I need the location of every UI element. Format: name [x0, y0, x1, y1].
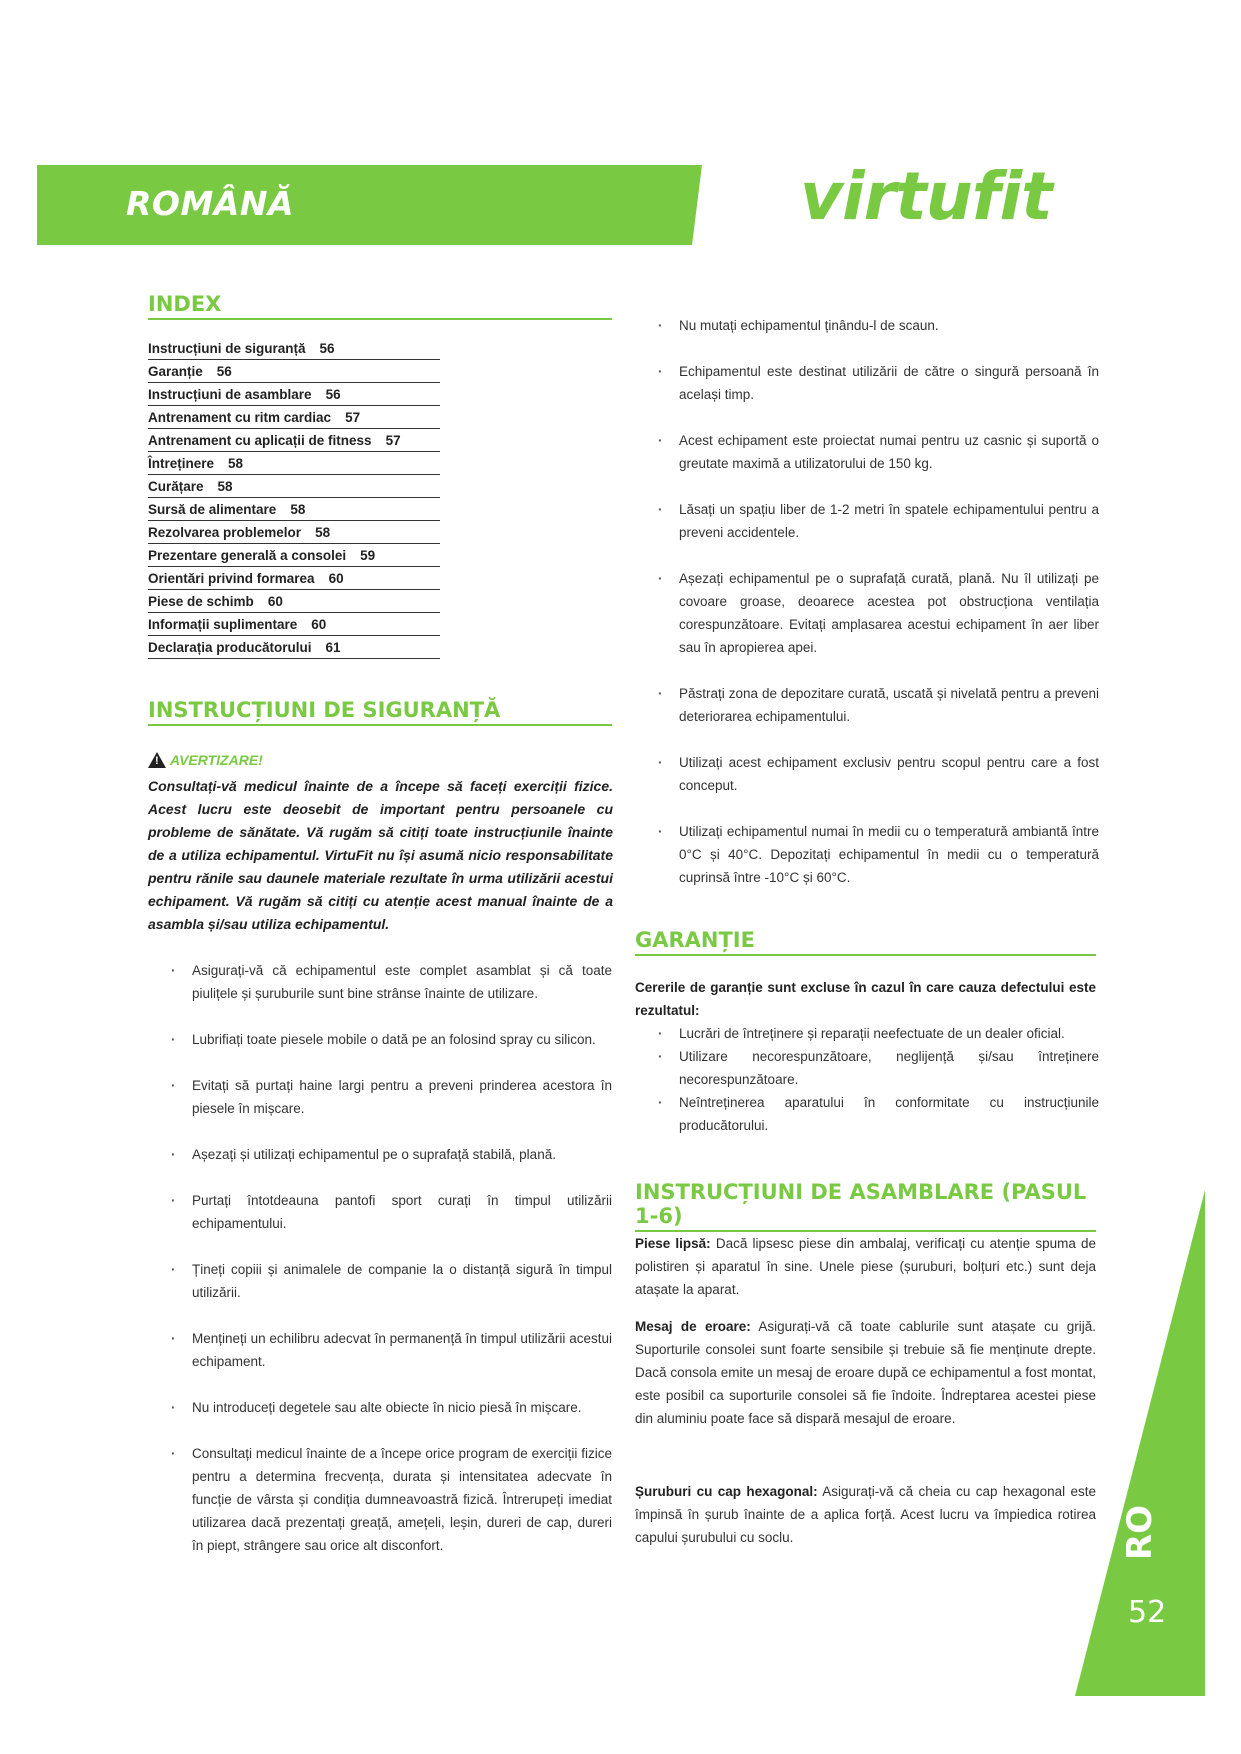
index-item-page: 56: [319, 341, 335, 356]
safety-bullet: · Țineți copiii și animalele de companie la o distanță sigură în timpul utilizării.: [170, 1258, 612, 1304]
index-item[interactable]: [148, 406, 440, 429]
index-item-page: 56: [216, 364, 232, 379]
safety-bullet: · Consultați medicul înainte de a începe orice program de exerciții fizice pentru a determina frecvența, durata și intensitatea adecvate în funcție de vârsta și condiția dumneavoastră fizică. Întrerupeți imediat utilizarea dacă prezentați greață, amețeli, leșin, dureri de cap, dureri în piept, strângere sau orice alt disconfort.: [170, 1442, 612, 1557]
assembly-title: INSTRUCȚIUNI DE ASAMBLARE (PASUL 1-6): [635, 1180, 1096, 1232]
index-item[interactable]: [148, 429, 440, 452]
index-item-label: Antrenament cu aplicații de fitness: [148, 433, 372, 448]
assembly-paragraph-label: Mesaj de eroare:: [635, 1319, 751, 1334]
warning-heading: [148, 752, 263, 768]
index-item[interactable]: [148, 498, 440, 521]
index-list: [148, 337, 440, 659]
safety-bullet: · Nu introduceți degetele sau alte obiecte în nicio piesă în mișcare.: [170, 1396, 612, 1419]
index-item[interactable]: [148, 475, 440, 498]
index-item-page: 58: [217, 479, 233, 494]
index-item-label: Garanție: [148, 364, 203, 379]
virtufit-logo: virtufit: [800, 158, 1052, 235]
safety-bullet: · Asigurați-vă că echipamentul este complet asamblat și că toate piulițele și șuruburile sunt bine strânse înainte de utilizare.: [170, 959, 612, 1005]
index-item-label: Rezolvarea problemelor: [148, 525, 302, 540]
assembly-paragraph: [635, 1315, 1096, 1430]
warning-triangle-icon: !: [148, 752, 166, 768]
index-item-page: 58: [315, 525, 331, 540]
index-item-page: 56: [325, 387, 341, 402]
index-item-label: Instrucțiuni de siguranță: [148, 341, 306, 356]
index-item[interactable]: [148, 521, 440, 544]
assembly-paragraph: [635, 1232, 1096, 1301]
index-item-label: Întreținere: [148, 456, 215, 471]
index-item-label: Prezentare generală a consolei: [148, 548, 347, 563]
safety-title: INSTRUCȚIUNI DE SIGURANȚĂ: [148, 698, 612, 726]
page-number: 52: [1128, 1595, 1167, 1630]
safety-bullet: · Lăsați un spațiu liber de 1-2 metri în spatele echipamentului pentru a preveni accidentele.: [657, 498, 1099, 544]
index-item[interactable]: [148, 613, 440, 636]
warning-text: Consultați-vă medicul înainte de a începe să faceți exerciții fizice. Acest lucru este deosebit de important pentru persoanele cu probleme de sănătate. Vă rugăm să citiți toate instrucțiunile înainte de a utiliza echipamentul. VirtuFit nu își asumă nicio responsabilitate pentru rănile sau daunele materiale rezultate în urma utilizării acestui echipament. Vă rugăm să citiți cu atenție acest manual înainte de a asambla și/sau utiliza echipamentul.: [148, 778, 613, 932]
index-item-page: 57: [345, 410, 361, 425]
safety-bullet: · Nu mutați echipamentul ținându-l de scaun.: [657, 314, 1099, 337]
safety-bullet: · Acest echipament este proiectat numai pentru uz casnic și suportă o greutate maximă a utilizatorului de 150 kg.: [657, 429, 1099, 475]
warranty-list: [657, 1022, 1099, 1137]
safety-bullet: · Păstrați zona de depozitare curată, uscată și nivelată pentru a preveni deteriorarea echipamentului.: [657, 682, 1099, 728]
index-item-label: Sursă de alimentare: [148, 502, 277, 517]
index-item[interactable]: [148, 337, 440, 360]
safety-bullet: · Mențineți un echilibru adecvat în permanență în timpul utilizării acestui echipament.: [170, 1327, 612, 1373]
warranty-intro: Cererile de garanție sunt excluse în cazul în care cauza defectului este rezultatul:: [635, 980, 1096, 1018]
assembly-paragraph-label: Șuruburi cu cap hexagonal:: [635, 1484, 818, 1499]
index-item[interactable]: [148, 567, 440, 590]
assembly-paragraph: [635, 1480, 1096, 1549]
safety-bullet: · Echipamentul este destinat utilizării de către o singură persoană în același timp.: [657, 360, 1099, 406]
index-item[interactable]: [148, 590, 440, 613]
language-title: ROMÂNĂ: [126, 184, 294, 223]
assembly-paragraph-label: Piese lipsă:: [635, 1236, 711, 1251]
safety-bullet: · Lubrifiați toate piesele mobile o dată pe an folosind spray cu silicon.: [170, 1028, 612, 1051]
index-item-label: Curățare: [148, 479, 204, 494]
index-item-page: 59: [360, 548, 376, 563]
index-item[interactable]: [148, 452, 440, 475]
safety-bullet: · Așezați echipamentul pe o suprafață curată, plană. Nu îl utilizați pe covoare groase, deoarece acestea pot obstrucționa ventilația corespunzătoare. Evitați amplasarea acestui echipament în aer liber sau în apropierea apei.: [657, 567, 1099, 659]
safety-bullets-left: [170, 959, 612, 1580]
index-item-page: 60: [328, 571, 344, 586]
index-item-page: 58: [228, 456, 244, 471]
safety-bullets-right: [657, 314, 1099, 912]
warranty-title: GARANȚIE: [635, 928, 1096, 956]
index-item-label: Piese de schimb: [148, 594, 254, 609]
index-item-page: 60: [267, 594, 283, 609]
warranty-item: · Lucrări de întreținere și reparații neefectuate de un dealer oficial.: [657, 1022, 1099, 1045]
language-code: RO: [1120, 1504, 1160, 1560]
assembly-paragraph-text: Asigurați-vă că cheia cu cap hexagonal este împinsă în șurub înainte de a aplica forță. Acest lucru va împiedica rotirea capului șurubului cu soclu.: [635, 1484, 1097, 1545]
warranty-item: · Neîntreținerea aparatului în conformitate cu instrucțiunile producătorului.: [657, 1091, 1099, 1137]
index-item-label: Orientări privind formarea: [148, 571, 315, 586]
warning-label: AVERTIZARE!: [170, 752, 263, 768]
index-item[interactable]: [148, 544, 440, 567]
index-item-page: 61: [325, 640, 341, 655]
index-item[interactable]: [148, 383, 440, 406]
index-title: INDEX: [148, 292, 612, 320]
safety-bullet: · Purtați întotdeauna pantofi sport curați în timpul utilizării echipamentului.: [170, 1189, 612, 1235]
safety-bullet: · Așezați și utilizați echipamentul pe o suprafață stabilă, plană.: [170, 1143, 612, 1166]
index-item[interactable]: [148, 360, 440, 383]
index-item-page: 57: [385, 433, 401, 448]
assembly-paragraph-text: Dacă lipsesc piese din ambalaj, verificați cu atenție spuma de polistiren și aparatul în sine. Unele piese (șuruburi, bolțuri etc.) sunt deja atașate la aparat.: [635, 1236, 1096, 1297]
warranty-item: · Utilizare necorespunzătoare, neglijență și/sau întreținere necorespunzătoare.: [657, 1045, 1099, 1091]
index-item-label: Antrenament cu ritm cardiac: [148, 410, 332, 425]
index-item-label: Instrucțiuni de asamblare: [148, 387, 312, 402]
safety-bullet: · Utilizați acest echipament exclusiv pentru scopul pentru care a fost conceput.: [657, 751, 1099, 797]
index-item[interactable]: [148, 636, 440, 659]
index-item-page: 60: [311, 617, 327, 632]
index-item-label: Informații suplimentare: [148, 617, 298, 632]
safety-bullet: · Evitați să purtați haine largi pentru a preveni prinderea acestora în piesele în mișcare.: [170, 1074, 612, 1120]
safety-bullet: · Utilizați echipamentul numai în medii cu o temperatură ambiantă între 0°C și 40°C. Depozitați echipamentul în medii cu o temperatură cuprinsă între -10°C și 60°C.: [657, 820, 1099, 889]
assembly-paragraph-text: Asigurați-vă că toate cablurile sunt atașate cu grijă. Suporturile consolei sunt foarte sensibile și trebuie să fie menținute drepte. Dacă consola emite un mesaj de eroare după ce echipamentul a fost montat, este posibil ca suporturile consolei să fie îndoite. Îndreptarea acestei piese din aluminiu poate face să dispară mesajul de eroare.: [635, 1319, 1096, 1426]
index-item-page: 58: [290, 502, 306, 517]
index-item-label: Declarația producătorului: [148, 640, 312, 655]
